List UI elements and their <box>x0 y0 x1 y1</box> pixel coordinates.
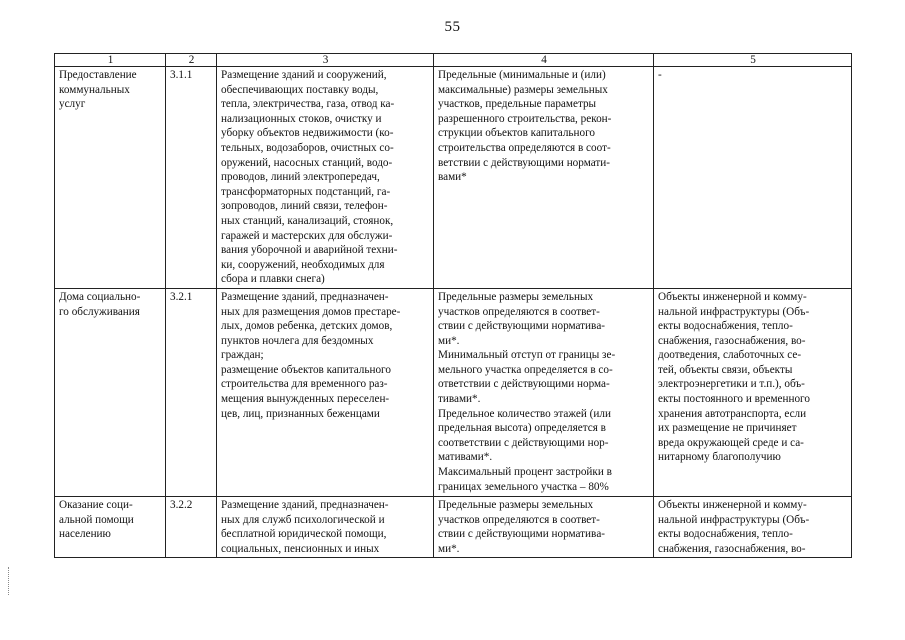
parameters-cell <box>434 288 654 496</box>
description-cell <box>217 67 434 289</box>
land-use-name: Предоставление коммунальных услуг <box>59 69 137 111</box>
column-header-1: 1 <box>55 54 166 67</box>
auxiliary-uses: Объекты инженерной и комму- нальной инфраструктуры (Объ- екты водоснабжения, тепло- снабжения, газоснабжения, во- <box>658 498 810 555</box>
parameters-cell <box>434 67 654 289</box>
description-cell <box>217 288 434 496</box>
table-row <box>55 496 852 557</box>
column-header-4: 4 <box>434 54 654 67</box>
land-use-code-cell <box>166 288 217 496</box>
column-header-5: 5 <box>654 54 852 67</box>
land-use-code: 3.1.1 <box>170 69 193 81</box>
page-number: 55 <box>444 19 461 35</box>
land-use-description: Размещение зданий, предназначен- ных для размещения домов престаре- лых, домов ребенка, детских домов, пунктов ночлега для бездомных граждан; размещение объектов капитального строительства для временного раз- мещения вынужденных переселен- цев, лиц, признанных беженцами <box>221 290 401 420</box>
land-use-description: Размещение зданий и сооружений, обеспечивающих поставку воды, тепла, электричества, газа, отвод ка- нализационных стоков, очистку и уборку объектов недвижимости (ко- тельных, водозаборов, очистных со- оружений, насосных станций, водо- проводов, линий электропередач, трансформаторных подстанций, га- зопроводов, линий связи, телефон- ных станций, канализаций, стоянок, гаражей и мастерских для обслужи- вания уборочной и аварийной техни- ки, сооружений, необходимых для сбора и плавки снега) <box>221 69 398 286</box>
table-header-row <box>55 54 852 67</box>
restrictions-cell <box>654 496 852 557</box>
land-use-code-cell <box>166 496 217 557</box>
land-use-name-cell <box>55 67 166 289</box>
table-row <box>55 67 852 289</box>
land-use-name: Оказание соци- альной помощи населению <box>59 498 134 541</box>
restrictions-cell <box>654 288 852 496</box>
scan-margin-marks <box>8 567 13 595</box>
land-use-name: Дома социально- го обслуживания <box>59 290 141 318</box>
building-parameters: Предельные размеры земельных участков определяются в соответ- ствии с действующими нормативa- ми*. Минимальный отступ от границы зе- мельного участка определяется в со- ответствии с действующими норма- тивами*. Предельное количество этажей (или предельная высота) определяется в соответствии с действующими нор- мативами*. Максимальный процент застройки в границах земельного участка – 80% <box>438 290 616 493</box>
restrictions-cell <box>654 67 852 289</box>
building-parameters: Предельные размеры земельных участков определяются в соответ- ствии с действующими нормативa- ми*. <box>438 498 606 555</box>
column-header-2: 2 <box>166 54 217 67</box>
land-use-code: 3.2.1 <box>170 290 193 303</box>
column-header-3: 3 <box>217 54 434 67</box>
land-use-description: Размещение зданий, предназначен- ных для служб психологической и бесплатной юридической помощи, социальных, пенсионных и иных <box>221 498 389 555</box>
land-use-name-cell <box>55 496 166 557</box>
land-use-code-cell <box>166 67 217 289</box>
description-cell <box>217 496 434 557</box>
table-row <box>55 288 852 496</box>
parameters-cell <box>434 496 654 557</box>
auxiliary-uses: - <box>658 69 662 81</box>
land-use-name-cell <box>55 288 166 496</box>
auxiliary-uses: Объекты инженерной и комму- нальной инфраструктуры (Объ- екты водоснабжения, тепло- снабжения, газоснабжения, во- доотведения, слаботочных се- тей, объекты связи, объекты электроэнергетики и т.п.), объ- екты постоянного и временного хранения автотранспорта, если их размещение не причиняет вреда окружающей среде и са- нитарному благополучию <box>658 290 810 464</box>
zoning-regulations-table <box>54 53 852 558</box>
building-parameters: Предельные (минимальные и (или) максимальные) размеры земельных участков, предельные параметры разрешенного строительства, рекон- струкции объектов капитального строительства определяются в соот- ветствии с действующими нормати- вами* <box>438 69 612 184</box>
land-use-code: 3.2.2 <box>170 498 193 511</box>
